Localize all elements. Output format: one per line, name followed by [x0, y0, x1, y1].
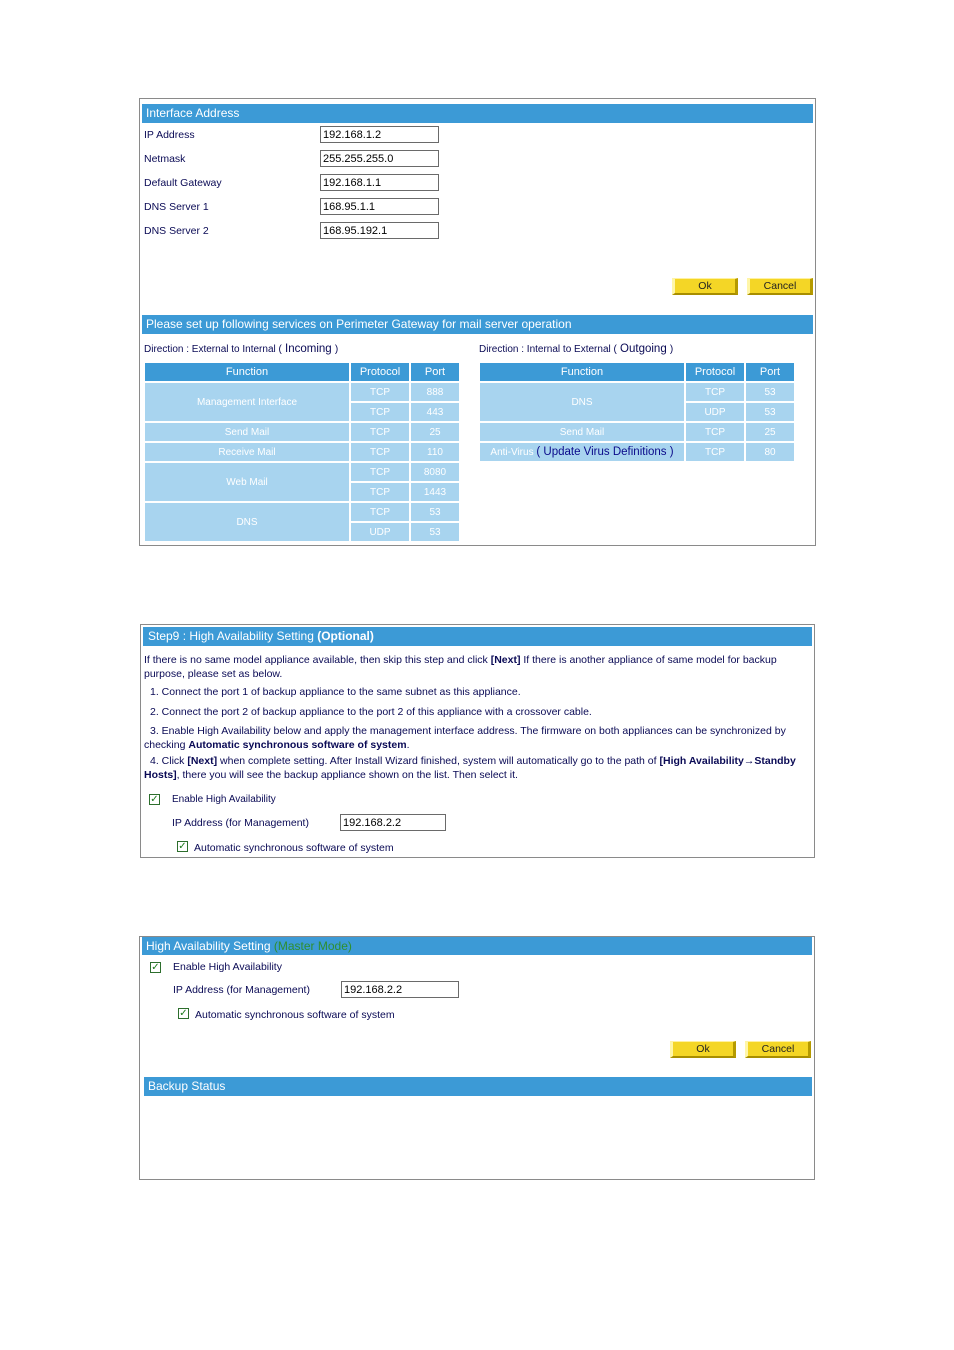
enable-high-availability-label: Enable High Availability: [173, 961, 282, 973]
intro-next: [Next]: [490, 654, 521, 666]
function-header: Function: [480, 363, 684, 381]
high-availability-header: [142, 937, 812, 955]
port-cell: 1443: [411, 483, 459, 501]
default-gateway-input[interactable]: [320, 174, 439, 191]
management-ip-input[interactable]: [340, 814, 446, 831]
step1-text: 1. Connect the port 1 of backup appliance to the same subnet as this appliance.: [150, 686, 521, 698]
high-availability-title: High Availability Setting: [146, 939, 274, 953]
step2-text: 2. Connect the port 2 of backup appliance to the port 2 of this appliance with a crossover cable.: [150, 706, 592, 718]
outgoing-direction-suffix: ): [669, 344, 674, 355]
port-cell: 53: [746, 383, 794, 401]
update-virus-definitions-label: ( Update Virus Definitions ): [536, 446, 674, 458]
enable-high-availability-checkbox[interactable]: ✓: [151, 962, 160, 973]
cancel-button[interactable]: Cancel: [745, 1041, 811, 1058]
step4-path: [High Availability→Standby Hosts]: [144, 755, 796, 781]
table-row: [145, 423, 459, 441]
function-cell: Receive Mail: [145, 443, 349, 461]
port-cell: 80: [746, 443, 794, 461]
function-cell: Send Mail: [480, 423, 684, 441]
intro-text-c: If there is another appliance of same model for backup purpose, please set as below.: [144, 654, 777, 680]
table-row: [145, 383, 459, 401]
protocol-cell: TCP: [351, 403, 409, 421]
anti-virus-label: Anti-Virus: [490, 447, 534, 458]
protocol-cell: TCP: [351, 463, 409, 481]
port-cell: 53: [746, 403, 794, 421]
services-header: Please set up following services on Perimeter Gateway for mail server operation: [142, 315, 813, 334]
dns-server-2-label: DNS Server 2: [144, 225, 209, 237]
ip-address-label: IP Address: [144, 129, 195, 141]
protocol-cell: TCP: [686, 443, 744, 461]
step3-bold: Automatic synchronous software of system: [188, 739, 407, 751]
incoming-direction-label: [144, 343, 338, 355]
protocol-cell: TCP: [351, 483, 409, 501]
port-cell: 53: [411, 503, 459, 521]
dns-server-2-input[interactable]: [320, 222, 439, 239]
table-row: [480, 423, 794, 441]
function-cell: DNS: [145, 503, 349, 541]
outgoing-direction-prefix: Direction : Internal to External (: [479, 344, 617, 355]
automatic-sync-label: Automatic synchronous software of system: [195, 1009, 395, 1021]
protocol-cell: TCP: [351, 503, 409, 521]
incoming-direction-prefix: Direction : External to Internal (: [144, 344, 282, 355]
default-gateway-label: Default Gateway: [144, 177, 222, 189]
protocol-header: Protocol: [351, 363, 409, 381]
protocol-cell: TCP: [686, 383, 744, 401]
protocol-cell: UDP: [686, 403, 744, 421]
function-cell: DNS: [480, 383, 684, 421]
high-availability-setting-panel: [139, 936, 815, 1180]
port-cell: 25: [746, 423, 794, 441]
ok-button[interactable]: Ok: [672, 278, 738, 295]
function-header: Function: [145, 363, 349, 381]
port-cell: 25: [411, 423, 459, 441]
incoming-direction-suffix: ): [334, 344, 339, 355]
backup-status-header: Backup Status: [144, 1077, 812, 1096]
protocol-header: Protocol: [686, 363, 744, 381]
outgoing-direction-label: [479, 343, 673, 355]
port-header: Port: [411, 363, 459, 381]
step4-text-e: , there you will see the backup appliance shown on the list. Then select it.: [176, 769, 518, 781]
step9-title: Step9 : High Availability Setting: [148, 629, 318, 643]
function-cell: [480, 443, 684, 461]
port-header: Port: [746, 363, 794, 381]
table-row: [480, 383, 794, 401]
interface-address-header: Interface Address: [142, 104, 813, 123]
step4-next: [Next]: [187, 755, 218, 767]
port-cell: 110: [411, 443, 459, 461]
automatic-sync-checkbox[interactable]: ✓: [179, 1008, 188, 1019]
protocol-cell: TCP: [686, 423, 744, 441]
step3-text-c: .: [406, 739, 410, 751]
automatic-sync-label: Automatic synchronous software of system: [194, 842, 394, 854]
function-cell: Web Mail: [145, 463, 349, 501]
step4-text-c: when complete setting. After Install Wizard finished, system will automatically go to the path of: [217, 755, 660, 767]
table-row: [480, 443, 794, 461]
step4-text-a: 4. Click: [150, 755, 188, 767]
master-mode-label: (Master Mode): [273, 939, 352, 953]
outgoing-direction-word: Outgoing: [616, 343, 670, 355]
protocol-cell: UDP: [351, 523, 409, 541]
port-cell: 53: [411, 523, 459, 541]
table-row: [145, 463, 459, 481]
intro-text-a: If there is no same model appliance available, then skip this step and click: [144, 654, 491, 666]
ip-address-input[interactable]: [320, 126, 439, 143]
table-header-row: [145, 363, 459, 381]
management-ip-label: IP Address (for Management): [173, 984, 310, 996]
port-cell: 888: [411, 383, 459, 401]
step4-text: [144, 754, 808, 782]
step3-text: [144, 724, 804, 752]
management-ip-label: IP Address (for Management): [172, 817, 309, 829]
incoming-direction-word: Incoming: [281, 343, 335, 355]
dns-server-1-input[interactable]: [320, 198, 439, 215]
interface-address-panel: [139, 98, 816, 546]
protocol-cell: TCP: [351, 383, 409, 401]
port-cell: 8080: [411, 463, 459, 481]
protocol-cell: TCP: [351, 423, 409, 441]
enable-high-availability-checkbox[interactable]: ✓: [150, 794, 159, 805]
enable-high-availability-label: Enable High Availability: [172, 794, 276, 805]
table-row: [145, 503, 459, 521]
function-cell: Send Mail: [145, 423, 349, 441]
netmask-label: Netmask: [144, 153, 186, 165]
cancel-button[interactable]: Cancel: [747, 278, 813, 295]
function-cell: Management Interface: [145, 383, 349, 421]
optional-label: (Optional): [317, 629, 374, 643]
dns-server-1-label: DNS Server 1: [144, 201, 209, 213]
table-row: [145, 443, 459, 461]
ok-button[interactable]: Ok: [670, 1041, 736, 1058]
management-ip-input[interactable]: [341, 981, 459, 998]
protocol-cell: TCP: [351, 443, 409, 461]
step9-header: [143, 627, 812, 646]
outgoing-services-table: [478, 361, 796, 463]
table-header-row: [480, 363, 794, 381]
netmask-input[interactable]: [320, 150, 439, 167]
automatic-sync-checkbox[interactable]: ✓: [178, 841, 187, 852]
incoming-services-table: [143, 361, 461, 543]
step3-text-a: 3. Enable High Availability below and apply the management interface address. The firmware on both appliances can be synchronized by checking: [144, 725, 786, 751]
port-cell: 443: [411, 403, 459, 421]
step9-high-availability-panel: [140, 624, 815, 858]
intro-text: [144, 653, 804, 681]
